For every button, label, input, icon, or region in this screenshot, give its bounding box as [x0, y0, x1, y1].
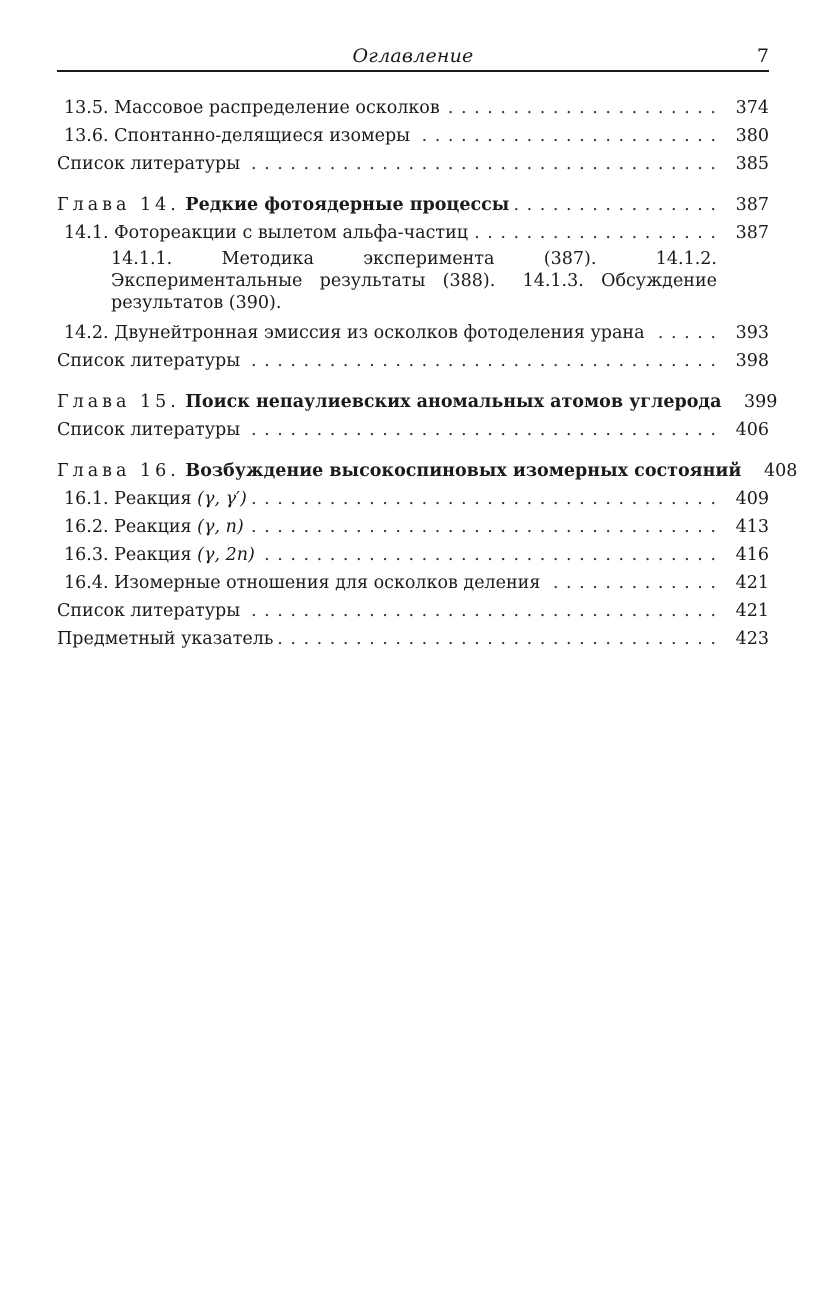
toc-entry-references-ch14[interactable] — [57, 347, 769, 375]
toc-entry-16-3[interactable] — [57, 541, 769, 569]
page-ref: 398 — [735, 351, 769, 371]
dot-leader — [244, 150, 717, 178]
section-number: 13.6. — [64, 126, 109, 146]
toc-entry-13-5[interactable] — [57, 94, 769, 122]
page-ref: 416 — [735, 545, 769, 565]
toc-entry-14-2[interactable] — [57, 319, 769, 347]
reaction-formula: (γ, γ′) — [197, 489, 247, 509]
references-label: Список литературы — [57, 420, 241, 440]
toc-entry-references-ch15[interactable] — [57, 416, 769, 444]
dot-leader — [544, 569, 717, 597]
chapter-title: Редкие фотоядерные процессы — [185, 195, 510, 215]
subsection-14-1-1[interactable]: 14.1.1. Методика эксперимента (387). — [111, 249, 597, 269]
section-title: Реакция — [114, 517, 192, 537]
table-of-contents — [57, 94, 798, 653]
book-page — [57, 0, 798, 653]
dot-leader — [244, 597, 717, 625]
page-ref: 374 — [735, 98, 769, 118]
page-ref: 413 — [735, 517, 769, 537]
section-title: Изомерные отношения для осколков деления — [114, 573, 541, 593]
page-ref: 380 — [735, 126, 769, 146]
toc-chapter-15[interactable] — [57, 388, 778, 416]
page-number: 7 — [756, 45, 769, 67]
page-ref: 385 — [735, 154, 769, 174]
chapter-number: Глава 15. — [57, 392, 180, 412]
reaction-formula: (γ, 2n) — [197, 545, 255, 565]
dot-leader — [244, 416, 717, 444]
section-title: Реакция — [114, 489, 192, 509]
section-number: 16.3. — [64, 545, 109, 565]
section-number: 16.1. — [64, 489, 109, 509]
chapter-number: Глава 14. — [57, 195, 180, 215]
references-label: Список литературы — [57, 351, 241, 371]
section-number: 14.1. — [64, 223, 109, 243]
dot-leader — [472, 219, 717, 247]
reaction-formula: (γ, n) — [197, 517, 244, 537]
section-title: Массовое распределение осколков — [114, 98, 440, 118]
toc-entry-references-ch16[interactable] — [57, 597, 769, 625]
dot-leader — [251, 485, 717, 513]
chapter-number: Глава 16. — [57, 461, 180, 481]
section-number: 13.5. — [64, 98, 109, 118]
toc-entry-16-4[interactable] — [57, 569, 769, 597]
page-ref: 387 — [735, 223, 769, 243]
section-number: 14.2. — [64, 323, 109, 343]
running-title: Оглавление — [352, 45, 474, 67]
subsection-14-1-2[interactable]: 14.1.2. Экспериментальные результаты (388). — [111, 249, 717, 291]
toc-entry-16-2[interactable] — [57, 513, 769, 541]
toc-chapter-16[interactable] — [57, 457, 798, 485]
dot-leader — [259, 541, 717, 569]
toc-entry-subject-index[interactable] — [57, 625, 769, 653]
page-ref: 387 — [735, 195, 769, 215]
dot-leader — [244, 347, 717, 375]
toc-entry-14-1[interactable] — [57, 219, 769, 247]
running-head — [57, 0, 769, 72]
page-ref: 423 — [735, 629, 769, 649]
page-ref: 393 — [735, 323, 769, 343]
toc-entry-13-6[interactable] — [57, 122, 769, 150]
section-title: Реакция — [114, 545, 192, 565]
chapter-title: Поиск непаулиевских аномальных атомов углерода — [185, 392, 722, 412]
page-ref: 421 — [735, 601, 769, 621]
section-number: 16.4. — [64, 573, 109, 593]
page-ref: 406 — [735, 420, 769, 440]
subsection-14-1-3[interactable]: 14.1.3. Обсуждение результатов (390). — [111, 271, 717, 313]
toc-entry-16-1[interactable] — [57, 485, 769, 513]
section-number: 16.2. — [64, 517, 109, 537]
section-title: Двунейтронная эмиссия из осколков фотоделения урана — [114, 323, 645, 343]
toc-chapter-14[interactable] — [57, 191, 769, 219]
dot-leader — [248, 513, 717, 541]
section-title: Фотореакции с вылетом альфа-частиц — [114, 223, 468, 243]
dot-leader — [277, 625, 717, 653]
dot-leader — [444, 94, 717, 122]
dot-leader — [649, 319, 717, 347]
subsection-list-14-1 — [57, 248, 769, 314]
index-label: Предметный указатель — [57, 629, 274, 649]
references-label: Список литературы — [57, 154, 241, 174]
page-ref: 409 — [735, 489, 769, 509]
toc-entry-references-ch13[interactable] — [57, 150, 769, 178]
page-ref: 421 — [735, 573, 769, 593]
chapter-title: Возбуждение высокоспиновых изомерных состояний — [185, 461, 742, 481]
references-label: Список литературы — [57, 601, 241, 621]
page-ref: 408 — [763, 461, 798, 481]
page-ref: 399 — [744, 392, 778, 412]
section-title: Спонтанно-делящиеся изомеры — [114, 126, 411, 146]
dot-leader — [513, 191, 717, 219]
dot-leader — [414, 122, 717, 150]
